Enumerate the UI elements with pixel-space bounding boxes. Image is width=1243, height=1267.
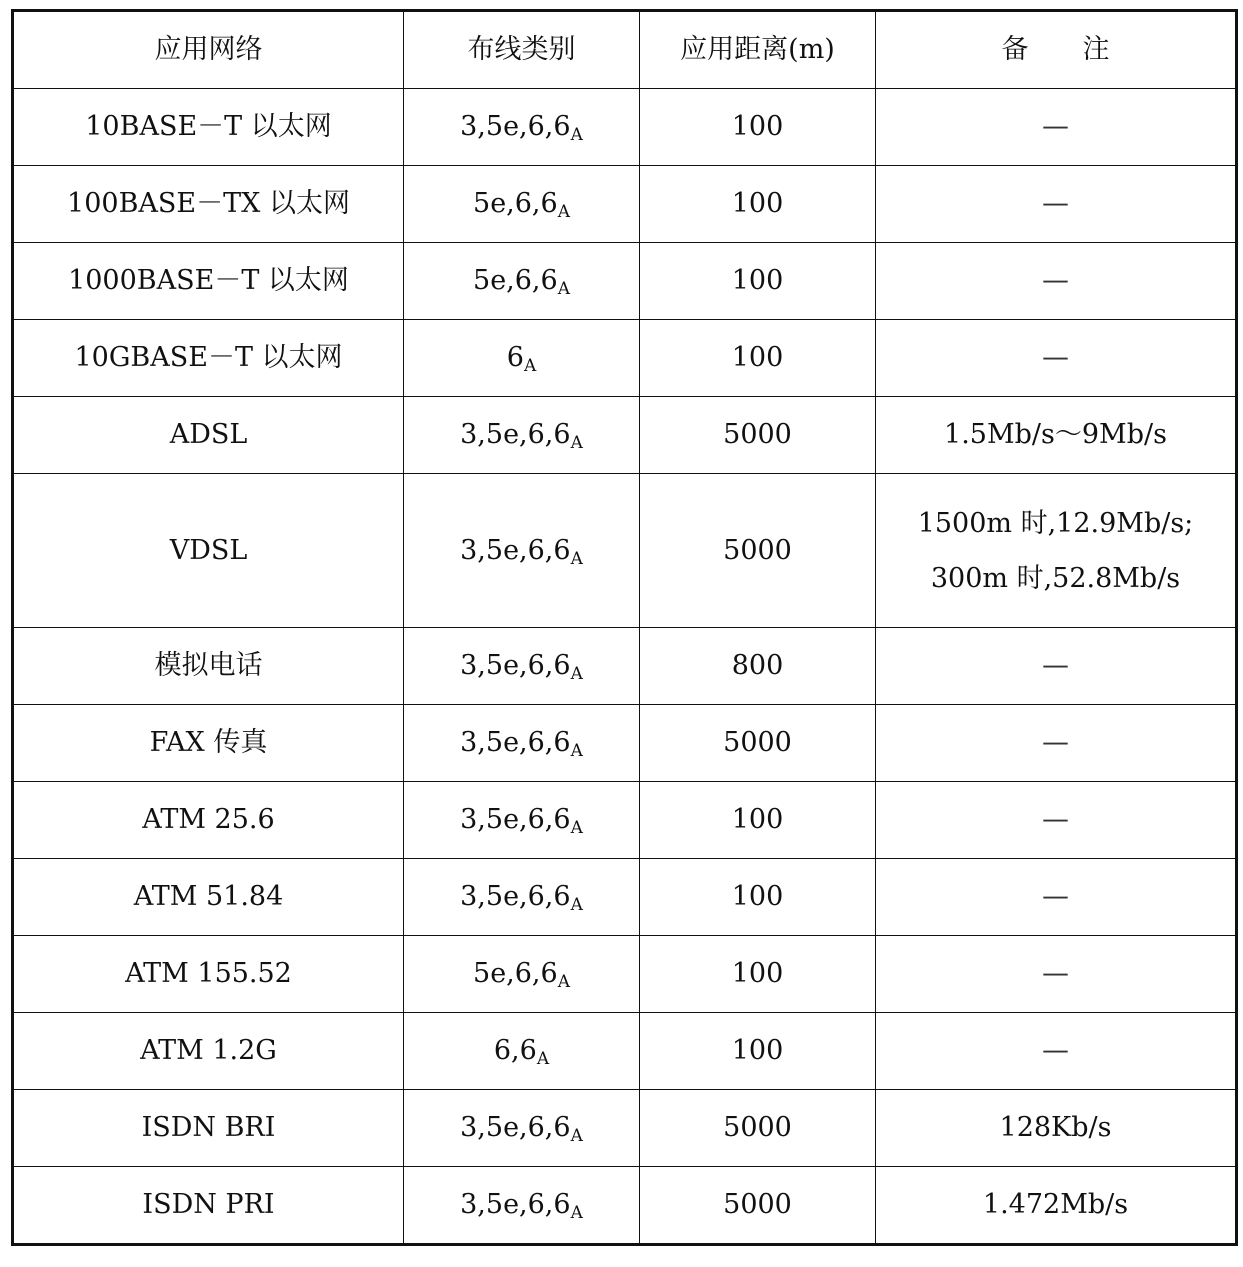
category-subscript: A: [570, 548, 583, 569]
table-row: [13, 1013, 1237, 1090]
category-subscript: A: [557, 279, 570, 300]
table-row: [13, 243, 1237, 320]
cell-distance: 100: [640, 320, 876, 397]
cell-notes: [876, 474, 1237, 628]
table-row: [13, 859, 1237, 936]
header-category: 布线类别: [404, 11, 640, 89]
category-subscript: A: [570, 433, 583, 454]
note-line: 1500m 时,12.9Mb/s;: [917, 507, 1194, 539]
cell-notes: [876, 397, 1237, 474]
cell-network: FAX 传真: [13, 705, 404, 782]
cell-category: [404, 628, 640, 705]
cell-notes: [876, 89, 1237, 166]
category-value: 5e,6,6: [473, 265, 558, 297]
note-line: 1.5Mb/s～9Mb/s: [944, 419, 1167, 451]
header-notes: 备 注: [876, 11, 1237, 89]
cell-distance: 100: [640, 166, 876, 243]
cell-category: [404, 320, 640, 397]
note-dash: —: [1042, 727, 1069, 759]
cell-notes: [876, 1090, 1237, 1167]
cell-network: 10GBASE－T 以太网: [13, 320, 404, 397]
cell-notes: [876, 243, 1237, 320]
note-dash: —: [1042, 881, 1069, 913]
cell-category: [404, 936, 640, 1013]
note-line: 300m 时,52.8Mb/s: [930, 562, 1181, 594]
cell-notes: [876, 859, 1237, 936]
category-subscript: A: [570, 895, 583, 916]
table-body: [13, 89, 1237, 1245]
cell-category: [404, 782, 640, 859]
cell-distance: 5000: [640, 474, 876, 628]
header-network: 应用网络: [13, 11, 404, 89]
cell-notes: [876, 628, 1237, 705]
category-subscript: A: [536, 1049, 550, 1070]
cell-network: ADSL: [13, 397, 404, 474]
cell-notes: [876, 1013, 1237, 1090]
cell-network: 100BASE－TX 以太网: [13, 166, 404, 243]
table-row: [13, 936, 1237, 1013]
table-row: [13, 628, 1237, 705]
cell-notes: [876, 1167, 1237, 1245]
cell-network: VDSL: [13, 474, 404, 628]
table-row: [13, 397, 1237, 474]
cell-notes: [876, 320, 1237, 397]
cell-distance: 5000: [640, 1167, 876, 1245]
header-distance: 应用距离(m): [640, 11, 876, 89]
category-value: 6: [506, 342, 524, 374]
category-value: 6,6: [493, 1035, 537, 1067]
table-row: [13, 1167, 1237, 1245]
table-row: [13, 474, 1237, 628]
table-row: [13, 166, 1237, 243]
category-value: 3,5e,6,6: [460, 534, 571, 566]
category-value: 3,5e,6,6: [460, 1189, 571, 1221]
cell-notes: [876, 166, 1237, 243]
category-subscript: A: [557, 972, 570, 993]
category-value: 3,5e,6,6: [460, 727, 571, 759]
category-subscript: A: [570, 664, 583, 685]
cell-network: ATM 1.2G: [13, 1013, 404, 1090]
category-subscript: A: [557, 202, 570, 223]
category-value: 3,5e,6,6: [460, 419, 571, 451]
cell-category: [404, 89, 640, 166]
note-dash: —: [1042, 188, 1069, 220]
category-value: 5e,6,6: [473, 958, 558, 990]
cell-distance: 100: [640, 936, 876, 1013]
cell-notes: [876, 936, 1237, 1013]
cell-distance: 5000: [640, 397, 876, 474]
cell-network: ISDN BRI: [13, 1090, 404, 1167]
note-dash: —: [1042, 265, 1069, 297]
cell-category: [404, 1090, 640, 1167]
table-row: [13, 320, 1237, 397]
cell-distance: 100: [640, 89, 876, 166]
category-value: 3,5e,6,6: [460, 1112, 571, 1144]
note-dash: —: [1042, 1035, 1069, 1067]
note-dash: —: [1042, 958, 1069, 990]
note-dash: —: [1042, 342, 1069, 374]
cell-network: ATM 25.6: [13, 782, 404, 859]
cell-distance: 100: [640, 243, 876, 320]
header-row: [13, 11, 1237, 89]
category-value: 3,5e,6,6: [460, 111, 571, 143]
network-cabling-table: [11, 9, 1238, 1246]
table-row: [13, 89, 1237, 166]
cell-distance: 800: [640, 628, 876, 705]
cell-category: [404, 859, 640, 936]
category-subscript: A: [570, 818, 583, 839]
cell-notes: [876, 782, 1237, 859]
category-value: 3,5e,6,6: [460, 881, 571, 913]
category-subscript: A: [570, 741, 583, 762]
cell-category: [404, 1013, 640, 1090]
category-value: 3,5e,6,6: [460, 650, 571, 682]
cell-category: [404, 166, 640, 243]
table-row: [13, 1090, 1237, 1167]
category-value: 5e,6,6: [473, 188, 558, 220]
note-dash: —: [1042, 650, 1069, 682]
table-row: [13, 705, 1237, 782]
cell-network: 模拟电话: [13, 628, 404, 705]
cell-category: [404, 474, 640, 628]
note-dash: —: [1042, 804, 1069, 836]
category-subscript: A: [570, 1126, 583, 1147]
note-line: 128Kb/s: [999, 1112, 1112, 1144]
cell-distance: 100: [640, 782, 876, 859]
cell-network: ISDN PRI: [13, 1167, 404, 1245]
cell-distance: 100: [640, 1013, 876, 1090]
cell-category: [404, 397, 640, 474]
category-subscript: A: [523, 356, 537, 377]
category-subscript: A: [570, 125, 583, 146]
cell-notes: [876, 705, 1237, 782]
cell-category: [404, 705, 640, 782]
note-line: 1.472Mb/s: [982, 1189, 1129, 1221]
category-subscript: A: [570, 1203, 583, 1224]
cell-distance: 5000: [640, 1090, 876, 1167]
cell-category: [404, 243, 640, 320]
cell-network: ATM 155.52: [13, 936, 404, 1013]
cell-network: 10BASE－T 以太网: [13, 89, 404, 166]
note-dash: —: [1042, 111, 1069, 143]
cell-distance: 100: [640, 859, 876, 936]
cell-category: [404, 1167, 640, 1245]
category-value: 3,5e,6,6: [460, 804, 571, 836]
cell-network: 1000BASE－T 以太网: [13, 243, 404, 320]
table-row: [13, 782, 1237, 859]
cell-distance: 5000: [640, 705, 876, 782]
cell-network: ATM 51.84: [13, 859, 404, 936]
